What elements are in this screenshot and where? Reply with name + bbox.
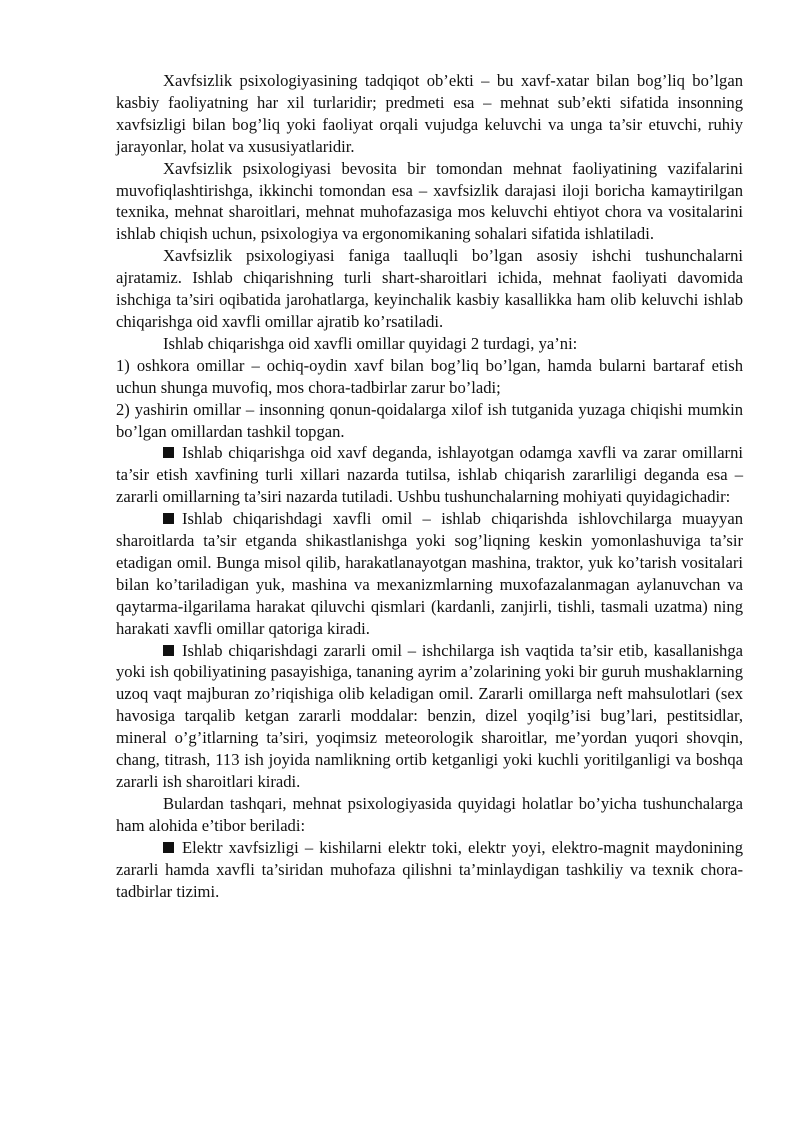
bullet-paragraph xyxy=(116,837,743,903)
bullet-text: Ishlab chiqarishga oid xavf deganda, ishlayotgan odamga xavfli va zarar omillarni ta’sir etish xavfining turli xillari nazarda tutilsa, ishlab chiqarish zararliligi deganda esa – zararli omillarning ta’siri nazarda tutiladi. Ushbu tushunchalarning mohiyati quyidagichadir: xyxy=(116,443,743,507)
bullet-paragraph xyxy=(116,640,743,793)
list-item: 2) yashirin omillar – insonning qonun-qoidalarga xilof ish tutganida yuzaga chiqishi mumkin bo’lgan omillardan tashkil topgan. xyxy=(116,399,743,441)
bullet-text: Ishlab chiqarishdagi zararli omil – ishchilarga ish vaqtida ta’sir etib, kasallanishga yoki ish qobiliyatining pasayishiga, tananing ayrim a’zolarining yoki bir guruh mushaklarning uzoq vaqt majburan zo’riqishiga olib keladigan omil. Zararli omillarga neft mahsulotlari (sex havosiga tarqalib ketgan zararli moddalar: benzin, dizel yoqilg’isi bug’lari, pestitsidlar, mineral o’g’itlarning ta’siri, yoqimsiz meteorologik sharoitlar, me’yordan yuqori shovqin, chang, titrash, 113 ish joyida namlikning ortib ketganligi yoki kuchli yoritilganligi va boshqa zararli ish sharoitlari kiradi. xyxy=(116,640,743,791)
bullet-text: Ishlab chiqarishdagi xavfli omil – ishlab chiqarishda ishlovchilarga muayyan sharoitlarda ta’sir etganda shikastlanishga yoki sog’liqning keskin yomonlashuviga ta’sir etadigan omil. Bunga misol qilib, harakatlanayotgan mashina, traktor, yuk ko’tarish vositalari bilan ko’tariladigan yuk, mashina va mexanizmlarning muxofazalanmagan aylanuvchan va qaytarma-ilgarilama harakat qiluvchi qismlari (kardanli, zanjirli, tishli, tasmali uzatma) ning harakati xavfli omillar qatoriga kiradi. xyxy=(116,509,743,638)
square-bullet-icon xyxy=(163,645,174,656)
square-bullet-icon xyxy=(163,842,174,853)
paragraph: Ishlab chiqarishga oid xavfli omillar quyidagi 2 turdagi, ya’ni: xyxy=(163,333,578,353)
square-bullet-icon xyxy=(163,513,174,524)
paragraph: Bulardan tashqari, mehnat psixologiyasida quyidagi holatlar bo’yicha tushunchalarga ham alohida e’tibor beriladi: xyxy=(116,793,743,835)
bullet-text: Elektr xavfsizligi – kishilarni elektr toki, elektr yoyi, elektro-magnit maydonining zararli hamda xavfli ta’siridan muhofaza qilishni ta’minlaydigan tashkiliy va texnik chora-tadbirlar tizimi. xyxy=(116,837,743,901)
list-item: 1) oshkora omillar – ochiq-oydin xavf bilan bog’liq bo’lgan, hamda bularni bartaraf etish uchun shunga muvofiq, mos chora-tadbirlar zarur bo’ladi; xyxy=(116,355,743,397)
bullet-paragraph xyxy=(116,442,743,508)
paragraph: Xavfsizlik psixologiyasining tadqiqot ob’ekti – bu xavf-xatar bilan bog’liq bo’lgan kasbiy faoliyatning har xil turlaridir; predmeti esa – mehnat sub’ekti sifatida insonning xavfsizligi bilan bog’liq yoki faoliyat orqali vujudga keluvchi va unga ta’sir etuvchi, ruhiy jarayonlar, holat va xususiyatlaridir. xyxy=(116,71,743,156)
square-bullet-icon xyxy=(163,447,174,458)
paragraph: Xavfsizlik psixologiyasi faniga taalluqli bo’lgan asosiy ishchi tushunchalarni ajratamiz. Ishlab chiqarishning turli shart-sharoitlari ichida, mehnat faoliyati davomida ishchiga ta’siri oqibatida jarohatlarga, keyinchalik kasbiy kasallikka ham olib keluvchi ishlab chiqarishga oid xavfli omillar ajratib ko’rsatiladi. xyxy=(116,246,743,331)
bullet-paragraph xyxy=(116,508,743,639)
paragraph: Xavfsizlik psixologiyasi bevosita bir tomondan mehnat faoliyatining vazifalarini muvofiqlashtirishga, ikkinchi tomondan esa – xavfsizlik darajasi iloji boricha kamaytirilgan texnika, mehnat sharoitlari, mehnat muhofazasiga mos keluvchi ehtiyot chora va vositalarini ishlab chiqish uchun, psixologiya va ergonomikaning sohalari sifatida ishlatiladi. xyxy=(116,158,743,244)
document-page xyxy=(116,70,743,902)
